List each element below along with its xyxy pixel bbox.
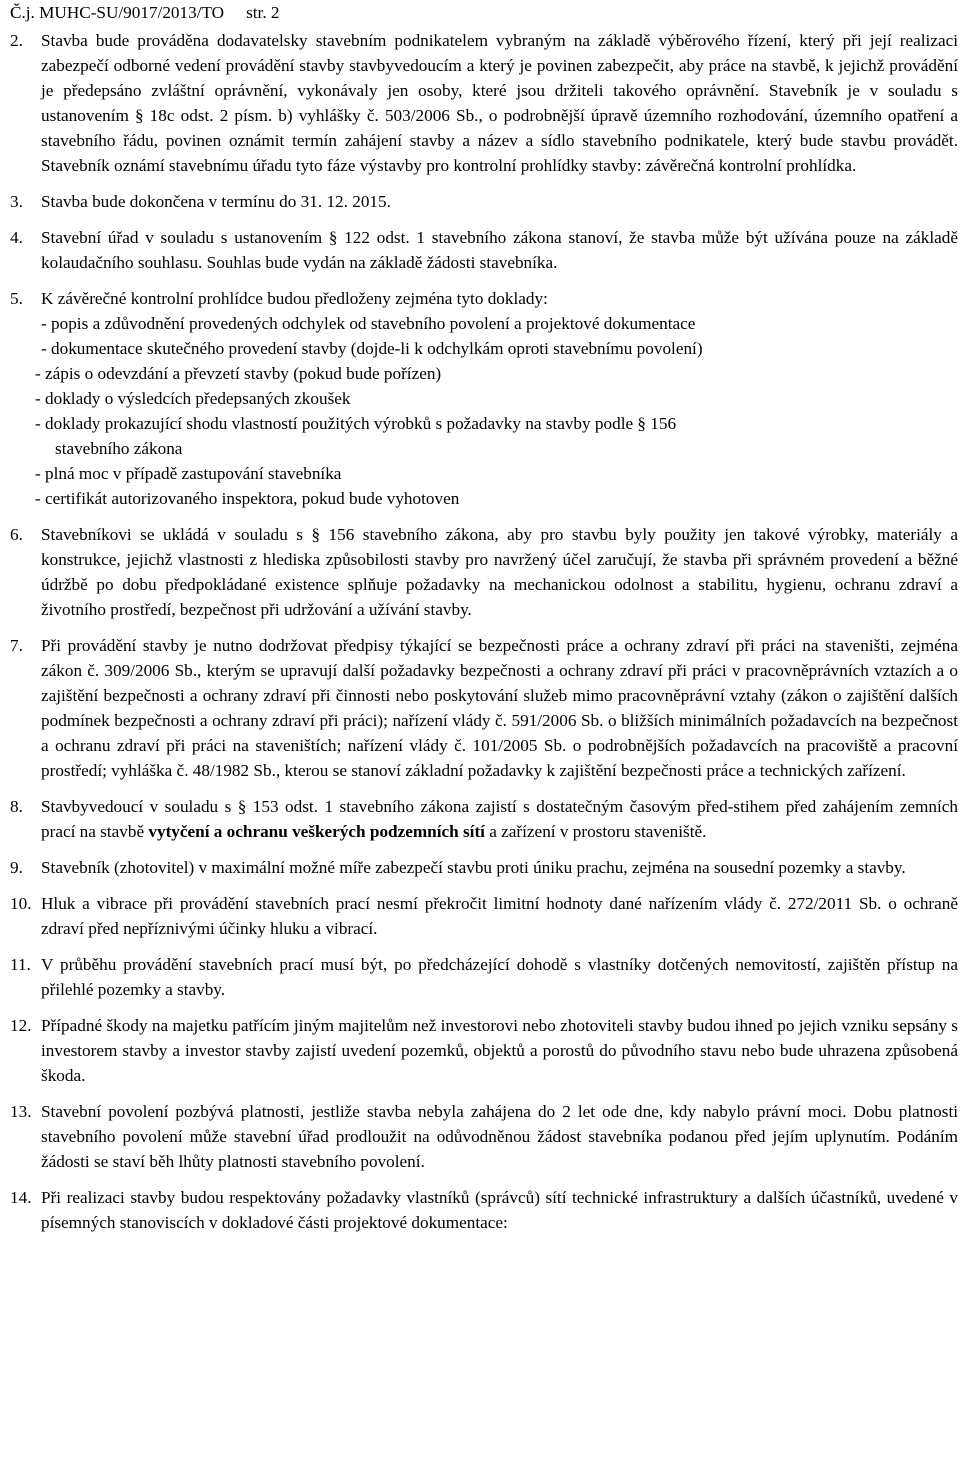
condition-item-10: [10, 891, 958, 941]
list-item: - zápis o odevzdání a převzetí stavby (pokud bude pořízen): [35, 364, 442, 383]
condition-item-7: [10, 633, 958, 783]
list-item: - dokumentace skutečného provedení stavby (dojde-li k odchylkám oproti stavebnímu povolení): [41, 339, 703, 358]
item-text-part: Stavbyvedoucí v souladu s § 153 odst. 1 stavebního zákona zajistí s dostatečným časovým před-stihem před zahájením zemních prací na stavbě: [41, 797, 958, 841]
list-item: - doklady prokazující shodu vlastností použitých výrobků s požadavky na stavby podle § 156: [35, 414, 677, 433]
page-number: str. 2: [246, 3, 280, 22]
condition-item-14: [10, 1185, 958, 1235]
item-text: Stavební povolení pozbývá platnosti, jestliže stavba nebyla zahájena do 2 let ode dne, kdy nabylo právní moci. Dobu platnosti stavebního povolení může stavební úřad prodloužit na odůvodněnou žádost stavebníka podanou před jejím uplynutím. Podáním žádosti se staví běh lhůty platnosti stavebního povolení.: [41, 1102, 958, 1171]
condition-item-4: [10, 225, 958, 275]
item-number: 9.: [10, 858, 23, 877]
item-text: Při realizaci stavby budou respektovány požadavky vlastníků (správců) sítí technické infrastruktury a dalších účastníků, uvedené v písemných stanoviscích v dokladové části projektové dokumentace:: [41, 1188, 958, 1232]
conditions-list: [10, 28, 958, 1246]
item-text: Případné škody na majetku patřícím jiným majitelům než investorovi nebo zhotoviteli stavby budou ihned po jejich vzniku sepsány s investorem stavby a investor stavby zajistí uvedení pozemků, objektů a porostů do původního stavu nebo bude uhrazena způsobená škoda.: [41, 1016, 958, 1085]
list-item: - plná moc v případě zastupování stavebníka: [35, 464, 342, 483]
item-number: 11.: [10, 955, 31, 974]
item-text: Při provádění stavby je nutno dodržovat předpisy týkající se bezpečnosti práce a ochrany zdraví při práci na staveništi, zejména zákon č. 309/2006 Sb., kterým se upravují další požadavky bezpečnosti a ochrany zdraví při práci v pracovněprávních vztazích a o zajištění bezpečnosti a ochrany zdraví při činnosti nebo poskytování služeb mimo pracovněprávní vztahy (zákon o zajištění dalších podmínek bezpečnosti a ochrany zdraví při práci); nařízení vlády č. 591/2006 Sb. o bližších minimálních požadavcích na bezpečnost a ochranu zdraví při práci na staveništích; nařízení vlády č. 101/2005 Sb. o podrobnějších požadavcích na pracoviště a pracovní prostředí; vyhláška č. 48/1982 Sb., kterou se stanoví základní požadavky k zajištění bezpečnosti práce a technických zařízení.: [41, 636, 958, 780]
list-item-continuation: stavebního zákona: [55, 439, 183, 458]
page-header: [10, 0, 280, 25]
item-text: Stavebníkovi se ukládá v souladu s § 156 stavebního zákona, aby pro stavbu byly použity jen takové výrobky, materiály a konstrukce, jejichž vlastnosti z hlediska způsobilosti stavby pro navržený účel zaručují, že stavba při správném provedení a běžné údržbě po dobu předpokládané existence splňuje požadavky na mechanickou odolnost a stabilitu, hygienu, ochranu zdraví a životního prostředí, bezpečnost při udržování a užívání stavby.: [41, 525, 958, 619]
item-text: Stavba bude dokončena v termínu do 31. 12. 2015.: [41, 192, 391, 211]
condition-item-8: [10, 794, 958, 844]
condition-item-3: [10, 189, 958, 214]
reference-number: Č.j. MUHC-SU/9017/2013/TO: [10, 3, 225, 22]
item-text: Stavba bude prováděna dodavatelsky stavebním podnikatelem vybraným na základě výběrového řízení, který při její realizaci zabezpečí odborné vedení provádění stavby stavbyvedoucím a který je povinen zabezpečit, aby práce na stavbě, k jejichž provádění je předepsáno zvláštní oprávnění, vykonávaly jen osoby, které jsou držiteli takového oprávnění. Stavebník je v souladu s ustanovením § 18c odst. 2 písm. b) vyhlášky č. 503/2006 Sb., o podrobnější úpravě územního rozhodování, územního opatření a stavebního řádu, povinen oznámit termín zahájení stavby a název a sídlo stavebního podnikatele, který bude stavbu provádět. Stavebník oznámí stavebnímu úřadu tyto fáze výstavby pro kontrolní prohlídky stavby: závěrečná kontrolní prohlídka.: [41, 31, 958, 175]
condition-item-5: [10, 286, 958, 511]
item-number: 13.: [10, 1102, 32, 1121]
item-number: 7.: [10, 636, 23, 655]
condition-item-2: [10, 28, 958, 178]
item-number: 2.: [10, 31, 23, 50]
item-text-emphasis: vytyčení a ochranu veškerých podzemních sítí: [148, 822, 485, 841]
item-text: Hluk a vibrace při provádění stavebních prací nesmí překročit limitní hodnoty dané nařízením vlády č. 272/2011 Sb. o ochraně zdraví před nepříznivými účinky hluku a vibrací.: [41, 894, 958, 938]
list-item: - doklady o výsledcích předepsaných zkoušek: [35, 389, 351, 408]
item-number: 10.: [10, 894, 32, 913]
item-intro: K závěrečné kontrolní prohlídce budou předloženy zejména tyto doklady:: [41, 289, 548, 308]
condition-item-13: [10, 1099, 958, 1174]
condition-item-6: [10, 522, 958, 622]
item-text-part: a zařízení v prostoru staveniště.: [484, 822, 707, 841]
item-number: 6.: [10, 525, 23, 544]
item-number: 3.: [10, 192, 23, 211]
list-item: - certifikát autorizovaného inspektora, pokud bude vyhotoven: [35, 489, 460, 508]
item-number: 4.: [10, 228, 23, 247]
list-item: - popis a zdůvodnění provedených odchylek od stavebního povolení a projektové dokumentace: [41, 314, 696, 333]
condition-item-11: [10, 952, 958, 1002]
document-list: [35, 311, 958, 511]
item-text: [41, 794, 958, 844]
item-text: V průběhu provádění stavebních prací musí být, po předcházející dohodě s vlastníky dotčených nemovitostí, zajištěn přístup na přilehlé pozemky a stavby.: [41, 955, 958, 999]
item-number: 5.: [10, 289, 23, 308]
item-text: Stavebník (zhotovitel) v maximální možné míře zabezpečí stavbu proti úniku prachu, zejména na sousední pozemky a stavby.: [41, 858, 906, 877]
item-text: Stavební úřad v souladu s ustanovením § 122 odst. 1 stavebního zákona stanoví, že stavba může být užívána pouze na základě kolaudačního souhlasu. Souhlas bude vydán na základě žádosti stavebníka.: [41, 228, 958, 272]
condition-item-12: [10, 1013, 958, 1088]
condition-item-9: [10, 855, 958, 880]
item-number: 14.: [10, 1188, 32, 1207]
item-number: 12.: [10, 1016, 32, 1035]
item-number: 8.: [10, 797, 23, 816]
